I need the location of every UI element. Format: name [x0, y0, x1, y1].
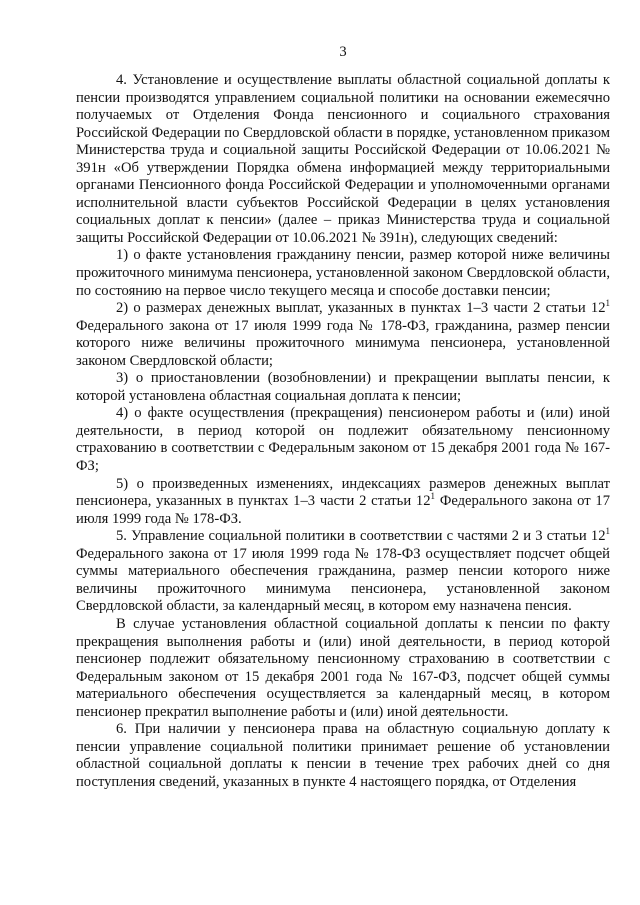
- item-4-5: 5) о произведенных изменениях, индексациях размеров денежных выплат пенсионера, указанных в пунктах 1–3 части 2 статьи $12^1$ Федерального закона от 17 июля 1999 года № 178-ФЗ.: [76, 475, 610, 527]
- document-page: [76, 0, 610, 791]
- page-number: 3: [339, 44, 347, 60]
- item-4-3: 3) о приостановлении (возобновлении) и прекращении выплаты пенсии, к которой установлена областная социальная доплата к пенсии;: [76, 370, 610, 404]
- item-4-1: 1) о факте установления гражданину пенсии, размер которой ниже величины прожиточного минимума пенсионера, установленной законом Свердловской области, по состоянию на первое число текущего месяца и способе доставки пенсии;: [76, 247, 610, 299]
- paragraph-5: 5. Управление социальной политики в соответствии с частями 2 и 3 статьи $12^1$ Федерального закона от 17 июля 1999 года № 178-ФЗ осуществляет подсчет общей суммы материального обеспечения гражданина, размер пенсии которого ниже величины прожиточного минимума пенсионера, установленной законом Свердловской области, за календарный месяц, в котором ему назначена пенсия.: [76, 526, 610, 615]
- item-4-4: 4) о факте осуществления (прекращения) пенсионером работы и (или) иной деятельности, в период которой он подлежит обязательному пенсионному страхованию в соответствии с Федеральным законом от 15 декабря 2001 года № 167-ФЗ;: [76, 405, 610, 475]
- paragraph-5-continued: В случае установления областной социальной доплаты к пенсии по факту прекращения выполнения работы и (или) иной деятельности, в период которой пенсионер подлежит обязательному пенсионному страхованию в соответствии с Федеральным законом от 15 декабря 2001 года № 167-ФЗ, подсчет общей суммы материального обеспечения осуществляется за календарный месяц, в котором пенсионер прекратил выполнение работы и (или) иной деятельности.: [76, 615, 610, 720]
- paragraph-6: 6. При наличии у пенсионера права на областную социальную доплату к пенсии управление социальной политики принимает решение об установлении областной социальной доплаты к пенсии в течение трех рабочих дней со дня поступления сведений, указанных в пункте 4 настоящего порядка, от Отделения: [76, 721, 610, 790]
- paragraph-4: 4. Установление и осуществление выплаты областной социальной доплаты к пенсии производятся управлением социальной политики на основании ежемесячно получаемых от Отделения Фонда пенсионного и социального страхования Российской Федерации по Свердловской области в порядке, установленном приказом Министерства труда и социальной защиты Российской Федерации от 10.06.2021 № 391н «Об утверждении Порядка обмена информацией между территориальными органами Пенсионного фонда Российской Федерации и уполномоченными органами исполнительной власти субъектов Российской Федерации в целях установления социальных доплат к пенсии» (далее – приказ Министерства труда и социальной защиты Российской Федерации от 10.06.2021 № 391н), следующих сведений:: [76, 72, 610, 246]
- item-4-2: 2) о размерах денежных выплат, указанных в пунктах 1–3 части 2 статьи $12^1$ Федерального закона от 17 июля 1999 года № 178-ФЗ, гражданина, размер пенсии которого ниже величины прожиточного минимума пенсионера, установленной законом Свердловской области;: [76, 298, 610, 369]
